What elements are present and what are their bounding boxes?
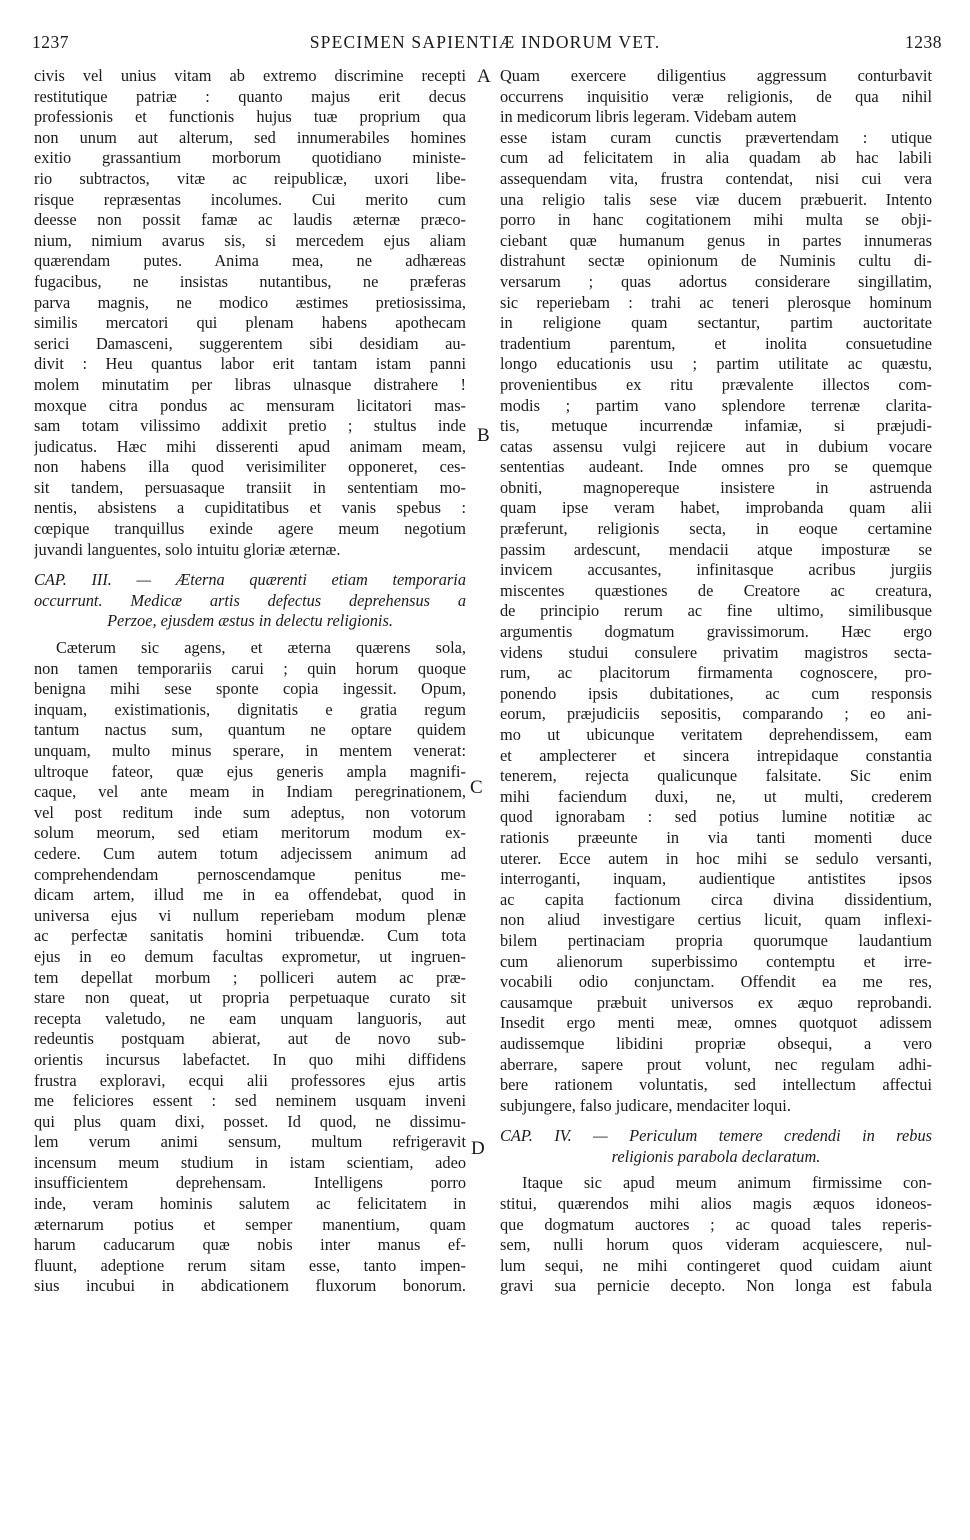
text-line: Cæterum sic agens, et æterna quærens sola,	[56, 638, 466, 658]
chapter-heading-line: CAP. III. — Æterna quærenti etiam temporaria	[34, 570, 466, 590]
text-line: præferunt, religionis secta, in eoque certamine	[500, 519, 932, 539]
text-line: comprehendendam pernoscendamque penitus me-	[34, 864, 466, 884]
text-line: miscentes quæstiones de Creatore ac creatura,	[500, 580, 932, 600]
text-line: aberrare, sapere prout volunt, nec regulam adhi-	[500, 1054, 932, 1074]
text-line: civis vel unius vitam ab extremo discrimine recepti	[34, 66, 466, 85]
paragraph-spacer	[34, 560, 466, 570]
text-line: caque, vel ante meam in Indiam peregrinationem,	[34, 782, 466, 802]
text-line: obniti, magnopereque insistere in astruenda	[500, 477, 932, 497]
text-line: orientis incursus labefactet. In quo mihi diffidens	[34, 1049, 466, 1069]
text-line: mihi faciendum duxi, ne, ut multi, crederem	[500, 786, 932, 806]
running-title: SPECIMEN SAPIENTIÆ INDORUM VET.	[309, 32, 661, 52]
text-line: lem verum animi sensum, multum refrigeravit	[34, 1132, 466, 1152]
text-line: redeuntis postquam abierat, aut de novo sub-	[34, 1029, 466, 1049]
chapter-heading-line: occurrunt. Medicæ artis defectus deprehensus a	[34, 590, 466, 610]
text-line: tantum nactus sum, quantum ne optare quidem	[34, 720, 466, 740]
text-line: provenientibus ex ritu prævalente illectos com-	[500, 374, 932, 394]
text-line: frustra exploravi, ecqui alii professores ejus artis	[34, 1070, 466, 1090]
text-line: stare non queat, ut propria perpetuaque curato sit	[34, 988, 466, 1008]
text-line: fugacibus, ne insistas nutantibus, ne præferas	[34, 271, 466, 291]
text-line: invicem accusantes, infinitasque acribus jurgiis	[500, 560, 932, 580]
text-line: ac perfectæ sanitatis homini tribuendæ. Cum tota	[34, 926, 466, 946]
text-line: restitutique patriæ : quanto majus erit decus	[34, 86, 466, 106]
margin-letter-c: C	[470, 777, 483, 798]
text-line: non habens illa quod verisimiliter opponeret, ces-	[34, 457, 466, 477]
text-line: judicatus. Hæc mihi disserenti apud animam meam,	[34, 436, 466, 456]
text-line: solum meorum, sed etiam meritorum modum ex-	[34, 823, 466, 843]
text-line: assequendam vita, frustra contendat, nisi cui vera	[500, 168, 932, 188]
text-line: nentis, absistens a cupiditatibus et vanis spebus :	[34, 498, 466, 518]
text-line: cum ad felicitatem in alia quadam ab hac labili	[500, 148, 932, 168]
text-line: insufficientem deprehensam. Intelligens porro	[34, 1173, 466, 1193]
text-line: cum alienorum superbissimo contemptu et irre-	[500, 951, 932, 971]
text-line: vel post reditum inde sum adeptus, non votorum	[34, 802, 466, 822]
text-line: incensum meum studium in istam scientiam, adeo	[34, 1152, 466, 1172]
text-line: passim ardescunt, mendacii atque imposturæ se	[500, 539, 932, 559]
text-line: bilem pertinaciam propria quorumque laudantium	[500, 930, 932, 950]
text-line: ultroque fateor, quæ ejus generis ampla magnifi-	[34, 761, 466, 781]
text-line: catas assensu vulgi rejicere aut in dubium vocare	[500, 436, 932, 456]
text-line: similis mercatori qui plenam habens apothecam	[34, 313, 466, 333]
text-line: ac capita factionum circa divina dissidentium,	[500, 889, 932, 909]
text-line: non unum aut alterum, sed innumerabiles homines	[34, 127, 466, 147]
text-line: inde, veram hominis salutem ac felicitatem in	[34, 1194, 466, 1214]
text-line: æternarum potius et semper manentium, quam	[34, 1214, 466, 1234]
text-line: porro in hanc cogitationem mihi multa se obji-	[500, 210, 932, 230]
running-header	[0, 32, 970, 56]
text-line: distrahunt sectæ opinionum de Numinis cultu di-	[500, 251, 932, 271]
text-line: dicam artem, illud me in ea offendebat, quod in	[34, 885, 466, 905]
text-line: ponendo ipsis dubitationes, ac cum responsis	[500, 683, 932, 703]
text-line: divit : Heu quantus labor erit tantam istam panni	[34, 354, 466, 374]
text-line: sit tandem, persuasaque transiit in sententiam mo-	[34, 477, 466, 497]
text-line: quam ipse veram habet, improbanda quam alii	[500, 498, 932, 518]
text-line: que dogmatum auctores ; ac quoad tales reperis-	[500, 1214, 932, 1234]
text-line: juvandi languentes, solo intuitu gloriæ æternæ.	[34, 539, 341, 559]
text-line: sem, nulli horum quos videram acquiescere, nul-	[500, 1235, 932, 1255]
page-number-left: 1237	[32, 32, 69, 52]
text-line: et amplecterer et sincera intrepidaque constantia	[500, 745, 932, 765]
text-line: exitio grassantium morborum quotidiano ministe-	[34, 148, 466, 168]
margin-letter-d: D	[471, 1138, 485, 1159]
text-line: non tamen temporariis carui ; quin horum quoque	[34, 658, 466, 678]
text-line: nium, nimium avarus sis, si mercedem ejus aliam	[34, 230, 466, 250]
page-number-right: 1238	[905, 32, 942, 52]
text-line: esse istam curam cunctis prævertendam : utique	[500, 127, 932, 147]
text-line: quærendam putes. Anima mea, ne adhæreas	[34, 251, 466, 271]
text-line: rationis præeunte in via tanti momenti duce	[500, 827, 932, 847]
chapter-heading-line: religionis parabola declaratum.	[611, 1146, 821, 1166]
text-line: benigna mihi sese sponte copia ingessit. Opum,	[34, 679, 466, 699]
margin-letter-a: A	[477, 66, 491, 87]
text-line: inquam, existimationis, dignitatis e gratia regum	[34, 699, 466, 719]
text-line: rio subtractos, vitæ ac reipublicæ, uxori libe-	[34, 168, 466, 188]
left-text-column	[34, 66, 466, 1297]
text-line: risque repræsentas incolumes. Cui merito cum	[34, 189, 466, 209]
text-line: interroganti, inquam, audientique antistites ipsos	[500, 869, 932, 889]
text-line: ejus in eo demum facultas exprometur, ut ingruen-	[34, 946, 466, 966]
text-line: occurrens inquisitio veræ religionis, de qua nihil	[500, 86, 932, 106]
text-line: sius incubui in abdicationem fluxorum bonorum.	[34, 1276, 466, 1296]
margin-letter-b: B	[477, 425, 490, 446]
text-line: videns studui consulere privatim magistros secta-	[500, 642, 932, 662]
text-line: ciebant quæ humanum genus in partes innumeras	[500, 230, 932, 250]
text-line: cœpique tranquillus exinde agere meum negotium	[34, 519, 466, 539]
paragraph-spacer	[500, 1116, 932, 1126]
text-line: tem depellat morbum ; polliceri autem ac præ-	[34, 967, 466, 987]
text-line: in medicorum libris legeram. Videbam autem	[500, 107, 797, 127]
text-line: Itaque sic apud meum animum firmissime con-	[522, 1173, 932, 1193]
text-line: lum sequi, ne mihi contingeret quod cuidam aiunt	[500, 1255, 932, 1275]
text-line: argumentis dogmatum gravissimorum. Hæc ergo	[500, 622, 932, 642]
text-line: vocabili odio conjunctam. Offendit ea me res,	[500, 972, 932, 992]
text-line: fluunt, adeptione rerum sitam esse, tanto impen-	[34, 1255, 466, 1275]
text-line: eorum, præjudiciis sepositis, comparando ; eo ani-	[500, 704, 932, 724]
text-line: sententias audeant. Inde omnes pro se quemque	[500, 457, 932, 477]
text-line: cedere. Cum autem totum adjecissem animum ad	[34, 843, 466, 863]
text-line: bere rationem voluntatis, sed intellectum affectui	[500, 1075, 932, 1095]
text-line: una religio talis sese viæ ducem præbuerit. Intento	[500, 189, 932, 209]
text-line: Insedit ergo menti meæ, omnes quotquot adissem	[500, 1013, 932, 1033]
text-line: deesse non possit famæ ac laudis æternæ præco-	[34, 210, 466, 230]
right-text-column	[500, 66, 932, 1297]
text-line: longo educationis usu ; partim utilitate ac quæstu,	[500, 354, 932, 374]
text-line: mo ut ubicunque veritatem deprehendissem, eam	[500, 725, 932, 744]
text-line: Quam exercere diligentius aggressum conturbavit	[500, 66, 932, 85]
text-line: moxque citra pondus ac mensuram licitatori mas-	[34, 395, 466, 415]
text-line: harum caducarum quæ nobis inter manus ef-	[34, 1235, 466, 1255]
text-line: in religione quam sectantur, partim auctoritate	[500, 313, 932, 333]
text-line: tenerem, rejecta qualicunque falsitate. Sic enim	[500, 766, 932, 786]
text-line: recepta valetudo, ne eam unquam languoris, aut	[34, 1008, 466, 1028]
text-line: qui plus quam dixi, posset. Id quod, ne dissimu-	[34, 1111, 466, 1131]
text-line: subjungere, falso judicare, mendaciter loqui.	[500, 1095, 791, 1115]
text-line: audissemque libidini propriæ obsequi, a vero	[500, 1033, 932, 1053]
text-line: non aliud investigare certius licuit, quam inflexi-	[500, 910, 932, 930]
text-line: stitui, quærendos mihi alios magis æquos idoneos-	[500, 1194, 932, 1214]
text-line: sam totam vilissimo addixit pretio ; stultus inde	[34, 416, 466, 436]
text-line: causamque præbuit universos ex æquo reprobandi.	[500, 992, 932, 1012]
text-line: professionis et functionis hujus tuæ proprium qua	[34, 107, 466, 127]
chapter-heading-line: CAP. IV. — Periculum temere credendi in rebus	[500, 1126, 932, 1146]
text-line: sic reperiebam : trahi ac teneri plerosque hominum	[500, 292, 932, 312]
text-line: versarum ; quas adortus considerare singillatim,	[500, 271, 932, 291]
text-line: me feliciores essent : sed neminem usquam inveni	[34, 1091, 466, 1111]
text-line: universa ejus vi nullum reperiebam modum plenæ	[34, 905, 466, 925]
text-line: tradentium parentum, et inolita consuetudine	[500, 333, 932, 353]
chapter-heading-line: Perzoe, ejusdem æstus in delectu religionis.	[107, 611, 393, 631]
text-line: parva magnis, ne modico æstimes pretiosissima,	[34, 292, 466, 312]
text-line: molem minutatim per libras ulnasque distrahere !	[34, 374, 466, 394]
text-line: quod ignorabam : sed potius lumine notitiæ ac	[500, 807, 932, 827]
text-line: gravi sua pernicie decepto. Non longa est fabula	[500, 1276, 932, 1296]
text-line: serici Damasceni, suggerentem sibi desidiam au-	[34, 333, 466, 353]
text-line: uterer. Ecce autem in hoc mihi se sedulo versanti,	[500, 848, 932, 868]
text-line: tis, metuque incurrendæ infamiæ, si præjudi-	[500, 416, 932, 436]
text-line: modis ; partim vano splendore terrenæ clarita-	[500, 395, 932, 415]
text-line: de principio rerum ac fine ultimo, similibusque	[500, 601, 932, 621]
text-line: rum, ac placitorum firmamenta cognoscere, pro-	[500, 663, 932, 683]
text-line: unquam, multo minus sperare, in mentem venerat:	[34, 741, 466, 760]
